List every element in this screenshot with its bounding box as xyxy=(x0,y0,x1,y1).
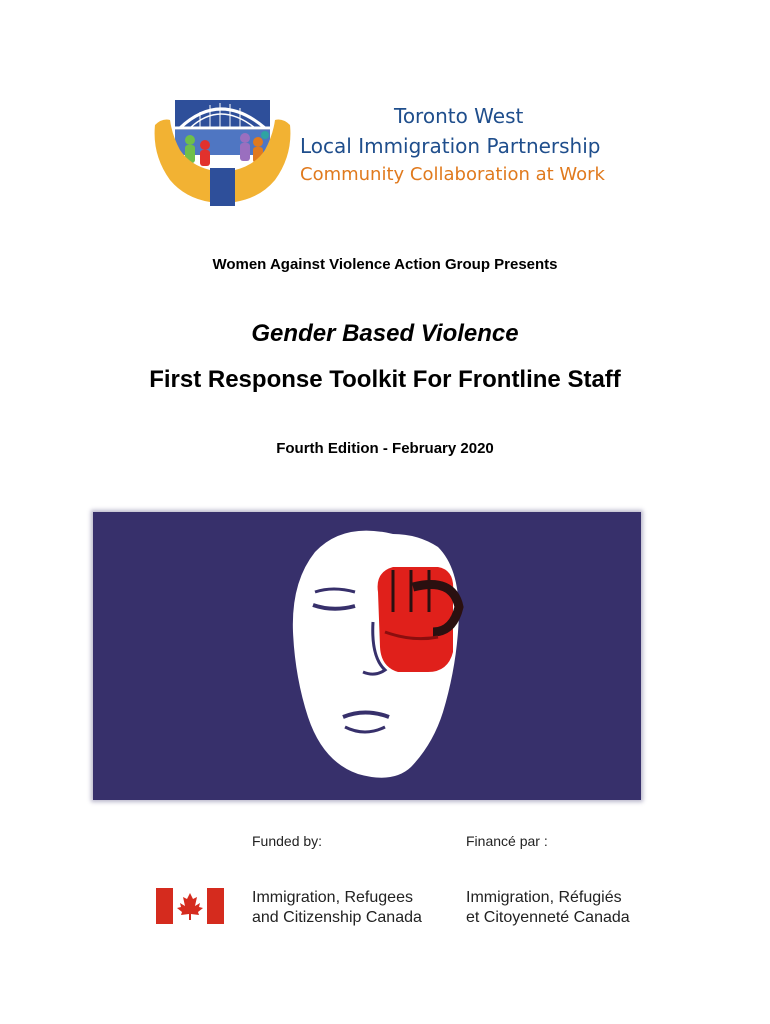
document-subtitle: First Response Toolkit For Frontline Staff xyxy=(149,366,621,393)
face-illustration-icon xyxy=(93,512,641,800)
ircc-name-en xyxy=(252,888,422,928)
funders-block xyxy=(0,830,770,940)
document-title: Gender Based Violence xyxy=(251,320,519,347)
logo-title: Toronto West xyxy=(394,104,524,128)
cover-illustration xyxy=(93,512,641,800)
ircc-name-en-line1: Immigration, Refugees xyxy=(252,889,413,906)
ircc-name-fr-line1: Immigration, Réfugiés xyxy=(466,889,622,906)
logo-tagline: Community Collaboration at Work xyxy=(300,164,605,185)
presenter-line: Women Against Violence Action Group Presents xyxy=(212,256,558,273)
canada-flag-icon xyxy=(156,888,224,924)
edition-line: Fourth Edition - February 2020 xyxy=(276,440,494,457)
logo-subtitle: Local Immigration Partnership xyxy=(300,134,601,158)
fist-icon xyxy=(378,567,459,672)
funded-by-label: Funded by: xyxy=(252,833,323,849)
ircc-name-fr xyxy=(466,888,630,928)
ircc-name-fr-line2: et Citoyenneté Canada xyxy=(466,909,630,926)
finance-par-label: Financé par : xyxy=(466,833,548,849)
ircc-name-en-line2: and Citizenship Canada xyxy=(252,909,422,926)
hands-bridge-logo-icon xyxy=(150,90,295,210)
tw-lip-logo xyxy=(150,90,640,210)
